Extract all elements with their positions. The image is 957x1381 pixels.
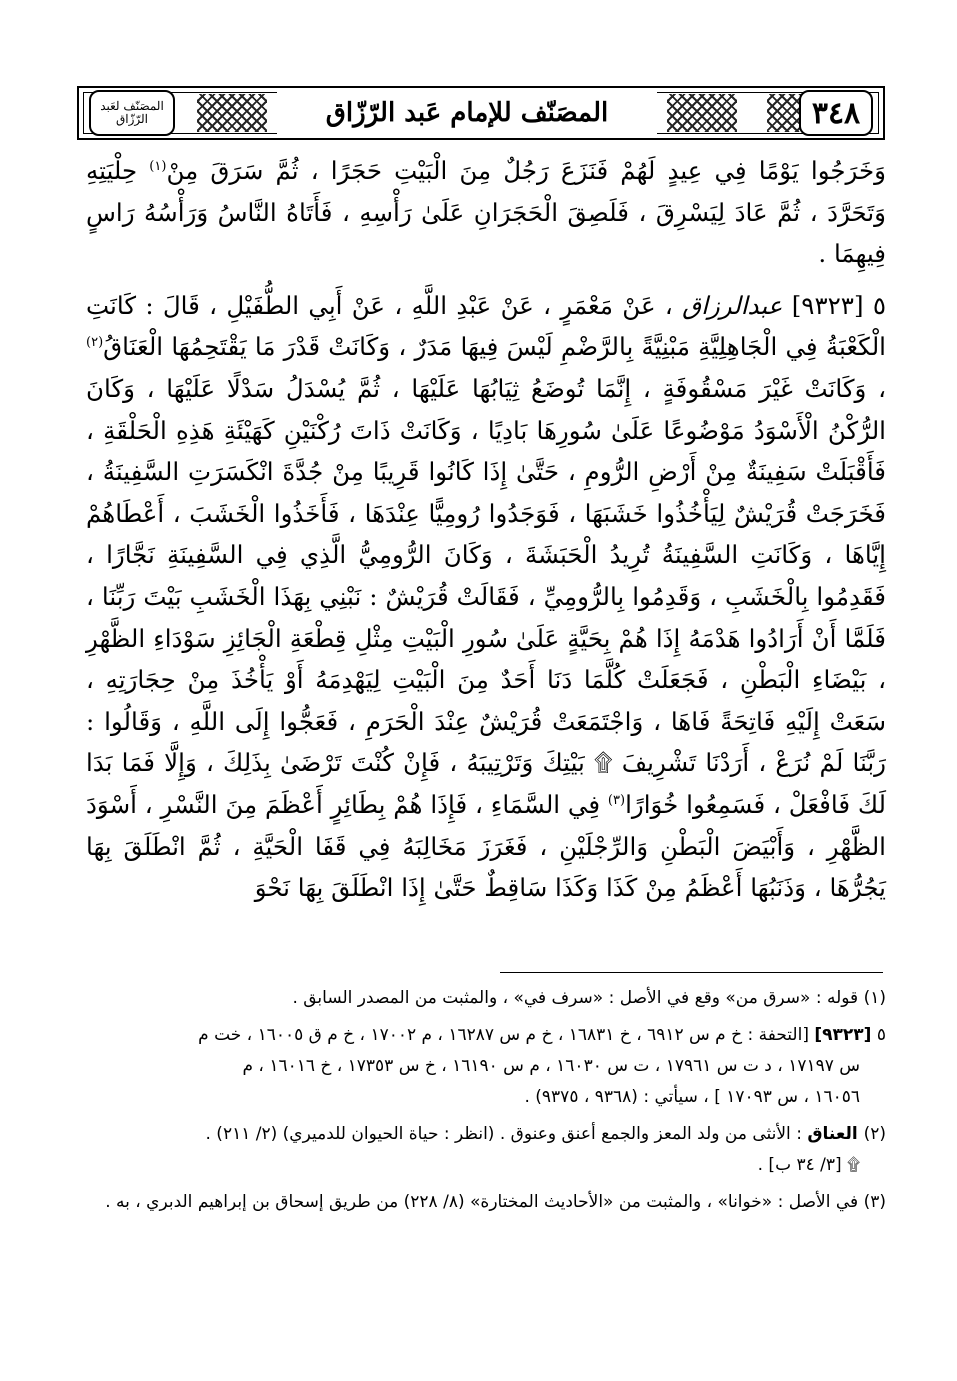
text-run: ، عَنْ مَعْمَرٍ ، عَنْ عَبْدِ اللَّهِ ، عَنْ أَبِي الطُّفَيْلِ ، قَالَ : كَانَتِ الْكَعْبَةُ فِي الْجَاهِلِيَّةِ مَبْنِيَّةً بِالرَّضْمِ لَيْسَ فِيهَا مَدَرٌ ، وَكَانَتْ قَدْرَ مَا يَقْتَحِمُهَا الْعَنَاقُ bbox=[86, 290, 886, 362]
text-run: فِي السَّمَاءِ ، فَإِذَا هُمْ بِطَائِرٍ أَعْظَمَ مِنَ النَّسْرِ ، أَسْوَدَ الظَّهْرِ ، وَأَبْيَضَ الْبَطْنِ وَالرِّجْلَيْنِ ، فَغَرَزَ مَخَالِبَهُ فِي قَفَا الْحَيَّةِ ، ثُمَّ انْطَلَقَ بِهَا يَجُرُّهَا ، وَذَنَبُهَا أَعْظَمُ مِنْ كَذَا وَكَذَا سَاقِطٌ حَتَّىٰ إِذَا انْطَلَقَ بِهَا نَحْوَ bbox=[86, 789, 886, 903]
footnote-3 bbox=[78, 1187, 886, 1218]
takhrij-note bbox=[78, 1020, 886, 1051]
book-emblem bbox=[89, 90, 175, 136]
running-header bbox=[77, 86, 885, 140]
footnote-text: قوله : «سرق من» وقع في الأصل : «سرف في» ، والمثبت من المصدر السابق . bbox=[292, 988, 864, 1008]
header-ornament bbox=[667, 94, 737, 132]
footnote-text: : الأنثى من ولد المعز والجمع أعنق وعنوق . (انظر : حياة الحيوان للدميري) (٢/ ٢١١) . bbox=[205, 1124, 808, 1144]
footnote-text: في الأصل : «خوانا» ، والمثبت من «الأحاديث المختارة» (٨/ ٢٢٨) من طريق إسحاق بن إبراهيم الدبري ، به . bbox=[105, 1192, 864, 1212]
takhrij-line: [التحفة : خ م س ٦٩١٢ ، خ ١٦٨٣١ ، خ م س ١٦٢٨٧ ، م ١٧٠٠٢ ، خ م ق ١٦٠٠٥ ، خت م bbox=[198, 1025, 815, 1045]
footnote-number: (١) bbox=[863, 988, 886, 1008]
header-ornament bbox=[197, 94, 267, 132]
hadith-paragraph bbox=[86, 285, 886, 909]
footnote-term: العناق bbox=[807, 1124, 864, 1144]
footnote-ref-3[interactable]: (٣) bbox=[607, 792, 626, 808]
text-run: بَيْتِكَ وَتَرْتِيبَهُ ، فَإِنْ كُنْتَ تَرْضَىٰ بِذَلِكَ ، وَإِلَّا فَمَا بَدَا لَكَ فَافْعَلْ ، فَسَمِعُوا خُوَارًا bbox=[86, 748, 886, 819]
footnote-number: (٣) bbox=[863, 1192, 886, 1212]
continuation-paragraph bbox=[86, 150, 886, 275]
header-title-box bbox=[277, 92, 657, 134]
takhrij-line: س ١٧١٩٧ ، د ت س ١٧٩٦١ ، ت س ١٦٠٣٠ ، م س ١٦١٩٠ ، خ س ١٧٣٥٣ ، خ ١٦٠١٦ ، م bbox=[242, 1056, 860, 1076]
takhrij-number: [٩٣٢٣] bbox=[814, 1025, 872, 1045]
page-number-badge bbox=[799, 90, 873, 136]
footnote-separator bbox=[500, 972, 883, 973]
footnote-ref-1[interactable]: (١) bbox=[149, 158, 167, 174]
footnote-ref-2[interactable]: (٢) bbox=[86, 335, 104, 351]
hadith-marker: ٥ bbox=[872, 290, 886, 320]
footnote-1 bbox=[78, 983, 886, 1014]
narrator-name: عبدالرزاق bbox=[682, 290, 783, 320]
page-number: ٣٤٨ bbox=[811, 95, 861, 131]
hadith-number: [٩٣٢٣] bbox=[791, 290, 864, 320]
main-text bbox=[86, 150, 886, 960]
text-run: ، وَكَانَتْ غَيْرَ مَسْقُوفَةٍ ، إِنَّمَا تُوضَعُ ثِيَابُهَا عَلَيْهَا ، ثُمَّ يُسْدَلُ سَدْلًا عَلَيْهَا ، وَكَانَ الرُّكْنُ الْأَسْوَدُ مَوْضُوعًا عَلَىٰ سُورِهَا بَادِيًا ، وَكَانَتْ ذَاتَ رُكْنَيْنِ كَهَيْئَةِ هَذِهِ الْحَلْقَةِ ، فَأَقْبَلَتْ سَفِينَةٌ مِنْ أَرْضِ الرُّومِ ، حَتَّىٰ إِذَا كَانُوا قَرِيبًا مِنْ جُدَّةَ انْكَسَرَتِ السَّفِينَةُ ، فَخَرَجَتْ قُرَيْشٌ لِيَأْخُذُوا خَشَبَهَا ، فَوَجَدُوا رُومِيًّا عِنْدَهَا ، فَأَخَذُوا الْخَشَبَ ، أَعْطَاهُمْ إِيَّاهَا ، وَكَانَتِ السَّفِينَةُ تُرِيدُ الْحَبَشَةَ ، وَكَانَ الرُّومِيُّ الَّذِي فِي السَّفِينَةِ نَجَّارًا ، فَقَدِمُوا بِالْخَشَبِ ، وَقَدِمُوا بِالرُّومِيِّ ، فَقَالَتْ قُرَيْشٌ : نَبْنِي بِهَذَا الْخَشَبِ بَيْتَ رَبِّنَا ، فَلَمَّا أَنْ أَرَادُوا هَدْمَهُ إِذَا هُمْ بِحَيَّةٍ عَلَىٰ سُورِ الْبَيْتِ مِثْلِ قِطْعَةِ الْجَائِزِ سَوْدَاءِ الظَّهْرِ ، بَيْضَاءِ الْبَطْنِ ، فَجَعَلَتْ كُلَّمَا دَنَا أَحَدٌ مِنَ الْبَيْتِ لِيَهْدِمَهُ أَوْ يَأْخُذَ مِنْ حِجَارَتِهِ ، سَعَتْ إِلَيْهِ فَاتِحَةً فَاهَا ، وَاجْتَمَعَتْ قُرَيْشٌ عِنْدَ الْحَرَمِ ، فَعَجُّوا إِلَى اللَّهِ ، وَقَالُوا : رَبَّنَا لَمْ نُرَعْ ، أَرَدْنَا تَشْرِيفَ bbox=[86, 373, 886, 778]
footnote-2 bbox=[78, 1119, 886, 1150]
takhrij-line: ١٦٠٥٦ ، س ١٧٠٩٣ ] ، سيأتي : (٩٣٦٨ ، ٩٣٧٥) . bbox=[524, 1087, 860, 1107]
hadith-marker: ٥ bbox=[876, 1025, 886, 1045]
book-emblem-text: المصَنّف لعَبد الرّزّاق bbox=[100, 99, 164, 126]
folio-reference: ۩ [٣/ ٣٤ ب] . bbox=[757, 1155, 860, 1175]
text-run: حِلْيَتِهِ وَتَحَرَّدَ ، ثُمَّ عَادَ لِيَسْرِقَ ، فَلَصِقَ الْحَجَرَانِ عَلَىٰ رَأْسِهِ ، فَأَتَاهُ النَّاسُ وَرَأْسُهُ رَاسٍ فِيهِمَا . bbox=[86, 156, 886, 269]
footnote-number: (٢) bbox=[863, 1124, 886, 1144]
manuscript-mark-icon: ۩ bbox=[593, 748, 613, 778]
text-run: وَخَرَجُوا يَوْمًا فِي عِيدٍ لَهُمْ فَنَزَعَ رَجُلٌ مِنَ الْبَيْتِ حَجَرًا ، ثُمَّ سَرَقَ مِنْ bbox=[166, 156, 886, 185]
book-title: المصَنّف للإمام عَبد الرّزّاق bbox=[325, 98, 609, 128]
footnotes bbox=[78, 983, 886, 1224]
